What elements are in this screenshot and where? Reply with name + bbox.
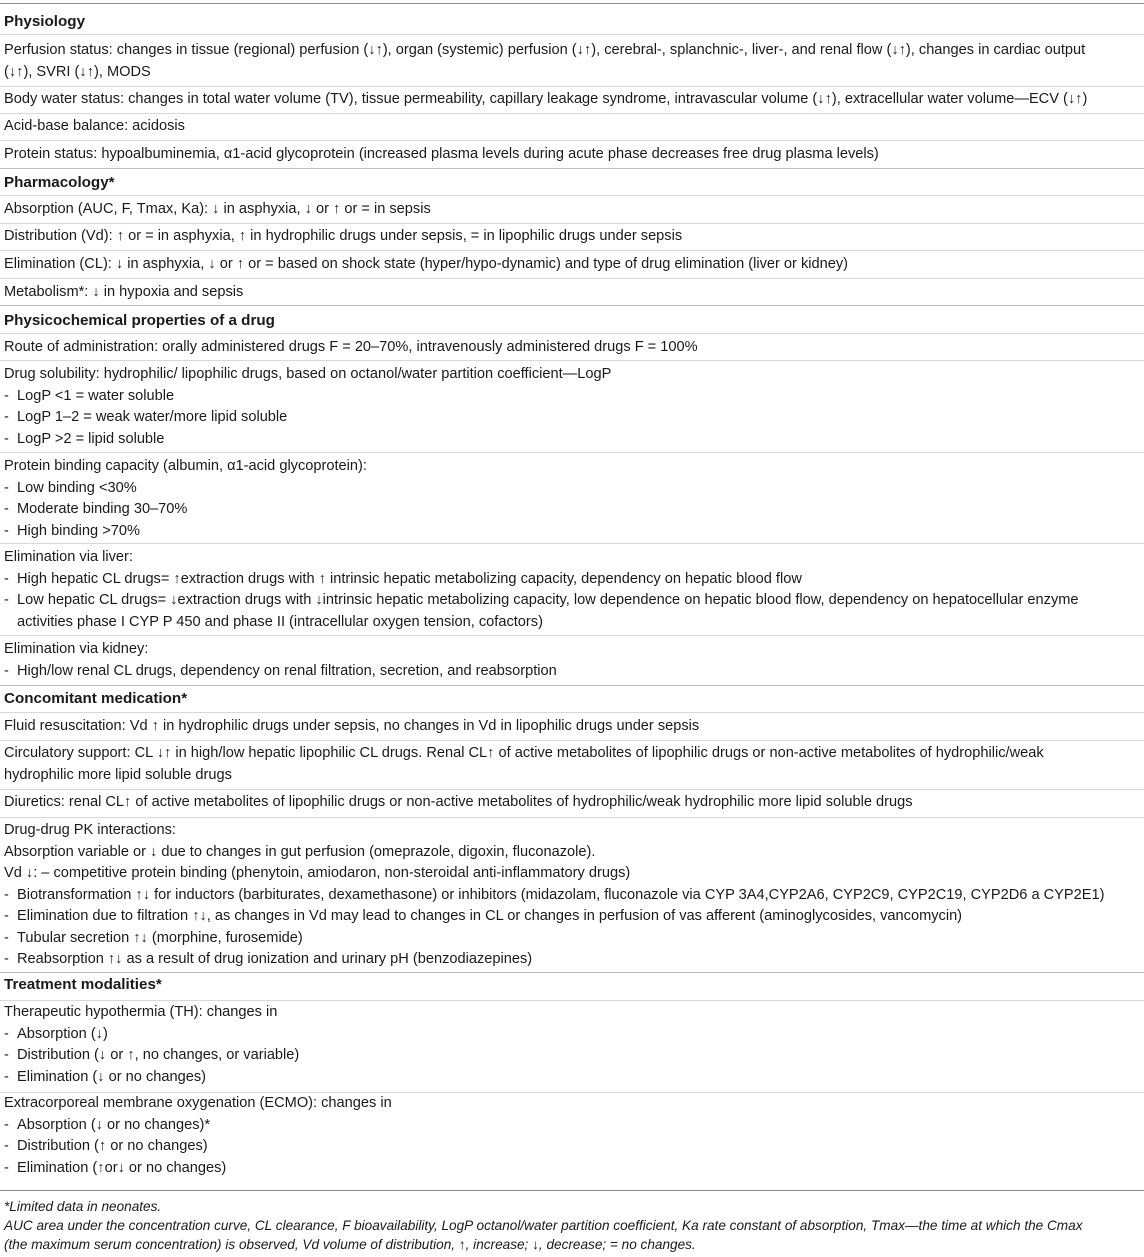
row-line: Absorption (AUC, F, Tmax, Ka): ↓ in asphyxia, ↓ or ↑ or = in sepsis [4, 201, 431, 217]
table-row [0, 740, 1144, 790]
list-item: - Tubular secretion ↑↓ (morphine, furosemide) [4, 928, 1140, 950]
table-row [0, 195, 1144, 224]
table-row [0, 250, 1144, 279]
list-item: - LogP >2 = lipid soluble [4, 429, 1140, 451]
row-line: Route of administration: orally administered drugs F = 20–70%, intravenously administered drugs F = 100% [4, 339, 698, 355]
row-line: Circulatory support: CL ↓↑ in high/low hepatic lipophilic CL drugs. Renal CL↑ of active metabolites of lipophilic drugs or non-active metabolites of hydrophilic/weak [4, 745, 1044, 761]
table-row [0, 817, 1144, 973]
list-item: - Moderate binding 30–70% [4, 499, 1140, 521]
list-item: - Elimination (↑or↓ or no changes) [4, 1158, 1140, 1180]
list-item: - Elimination due to filtration ↑↓, as changes in Vd may lead to changes in CL or changes in perfusion of vas afferent (aminoglycosides, vancomycin) [4, 906, 1140, 928]
footnote-abbreviations-line-1: AUC area under the concentration curve, CL clearance, F bioavailability, LogP octanol/water partition coefficient, Ka rate constant of absorption, Tmax—the time at which the Cmax [4, 1218, 1083, 1233]
row-line: hydrophilic more lipid soluble drugs [4, 766, 232, 783]
section-header-concomitant [0, 685, 1144, 713]
section-title: Treatment modalities* [4, 976, 162, 993]
section-header-physiology [0, 4, 1144, 34]
section-header-treatment [0, 972, 1144, 1001]
list-item: - High hepatic CL drugs= ↑extraction drugs with ↑ intrinsic hepatic metabolizing capacity, dependency on hepatic blood flow [4, 569, 1140, 591]
row-line: Therapeutic hypothermia (TH): changes in [4, 1004, 278, 1020]
row-line: Extracorporeal membrane oxygenation (ECMO): changes in [4, 1095, 392, 1111]
table-row [0, 360, 1144, 453]
row-line: Elimination via liver: [4, 549, 133, 565]
table-row [0, 452, 1144, 544]
row-line: Body water status: changes in total water volume (TV), tissue permeability, capillary leakage syndrome, intravascular volume (↓↑), extracellular water volume—ECV (↓↑) [4, 91, 1088, 107]
list-item: - High/low renal CL drugs, dependency on renal filtration, secretion, and reabsorption [4, 661, 1140, 683]
row-line: (↓↑), SVRI (↓↑), MODS [4, 63, 151, 80]
table-row [0, 140, 1144, 169]
table-row [0, 333, 1144, 361]
row-line: Acid-base balance: acidosis [4, 118, 185, 134]
table-row [0, 1092, 1144, 1191]
list-item: - Elimination (↓ or no changes) [4, 1067, 1140, 1089]
row-line: Vd ↓: – competitive protein binding (phenytoin, amiodaron, non-steroidal anti-inflammatory drugs) [4, 865, 631, 881]
section-header-pharmacology [0, 168, 1144, 196]
list-item: - LogP 1–2 = weak water/more lipid soluble [4, 407, 1140, 429]
table-row [0, 1000, 1144, 1093]
footnote-limited-data: *Limited data in neonates. [4, 1199, 162, 1214]
table-row [0, 712, 1144, 741]
row-line: Drug solubility: hydrophilic/ lipophilic drugs, based on octanol/water partition coefficient—LogP [4, 366, 612, 382]
table-bottom-rule [0, 1190, 1144, 1191]
table-row [0, 635, 1144, 686]
table-row [0, 278, 1144, 306]
table-row [0, 543, 1144, 636]
row-line: Perfusion status: changes in tissue (regional) perfusion (↓↑), organ (systemic) perfusion (↓↑), cerebral-, splanchnic-, liver-, and renal flow (↓↑), changes in cardiac output [4, 42, 1086, 58]
section-title: Concomitant medication* [4, 690, 188, 707]
section-header-physicochemical [0, 305, 1144, 334]
list-item: - Low hepatic CL drugs= ↓extraction drugs with ↓intrinsic hepatic metabolizing capacity, low dependence on hepatic blood flow, dependency on hepatocellular enzyme [4, 590, 1140, 612]
table-row [0, 113, 1144, 141]
list-item: - Low binding <30% [4, 478, 1140, 500]
table-footnotes [4, 1197, 1140, 1254]
section-title: Pharmacology* [4, 174, 115, 191]
list-item-continuation: activities phase I CYP P 450 and phase II (intracellular oxygen tension, cofactors) [17, 613, 543, 630]
row-line: Metabolism*: ↓ in hypoxia and sepsis [4, 284, 244, 300]
table-row [0, 86, 1144, 114]
list-item: - High binding >70% [4, 521, 1140, 543]
row-line: Absorption variable or ↓ due to changes in gut perfusion (omeprazole, digoxin, fluconazole). [4, 843, 596, 860]
row-line: Elimination via kidney: [4, 641, 149, 657]
list-item: - Distribution (↑ or no changes) [4, 1136, 1140, 1158]
table-row [0, 789, 1144, 818]
section-title: Physicochemical properties of a drug [4, 312, 275, 329]
list-item: - LogP <1 = water soluble [4, 386, 1140, 408]
row-line: Diuretics: renal CL↑ of active metabolites of lipophilic drugs or non-active metabolites of hydrophilic/weak hydrophilic more lipid soluble drugs [4, 794, 913, 810]
section-title: Physiology [4, 13, 86, 30]
list-item: - Distribution (↓ or ↑, no changes, or variable) [4, 1045, 1140, 1067]
row-line: Drug-drug PK interactions: [4, 822, 176, 838]
table-row [0, 223, 1144, 251]
footnote-abbreviations-line-2: (the maximum serum concentration) is observed, Vd volume of distribution, ↑, increase; ↓, decrease; = no changes. [4, 1237, 696, 1252]
list-item: - Absorption (↓ or no changes)* [4, 1115, 1140, 1137]
row-line: Distribution (Vd): ↑ or = in asphyxia, ↑ in hydrophilic drugs under sepsis, = in lipophilic drugs under sepsis [4, 228, 683, 244]
row-line: Protein status: hypoalbuminemia, α1-acid glycoprotein (increased plasma levels during acute phase decreases free drug plasma levels) [4, 146, 879, 162]
row-line: Elimination (CL): ↓ in asphyxia, ↓ or ↑ or = based on shock state (hyper/hypo-dynamic) and type of drug elimination (liver or kidney) [4, 256, 848, 272]
list-item: - Absorption (↓) [4, 1024, 1140, 1046]
list-item: - Reabsorption ↑↓ as a result of drug ionization and urinary pH (benzodiazepines) [4, 949, 1140, 971]
row-line: Protein binding capacity (albumin, α1-acid glycoprotein): [4, 458, 367, 474]
list-item: - Biotransformation ↑↓ for inductors (barbiturates, dexamethasone) or inhibitors (midazolam, fluconazole via CYP 3A4,CYP2A6, CYP2C9, CYP2C19, CYP2D6 a CYP2E1) [4, 885, 1140, 907]
table-row [0, 34, 1144, 87]
row-line: Fluid resuscitation: Vd ↑ in hydrophilic drugs under sepsis, no changes in Vd in lipophilic drugs under sepsis [4, 718, 700, 734]
